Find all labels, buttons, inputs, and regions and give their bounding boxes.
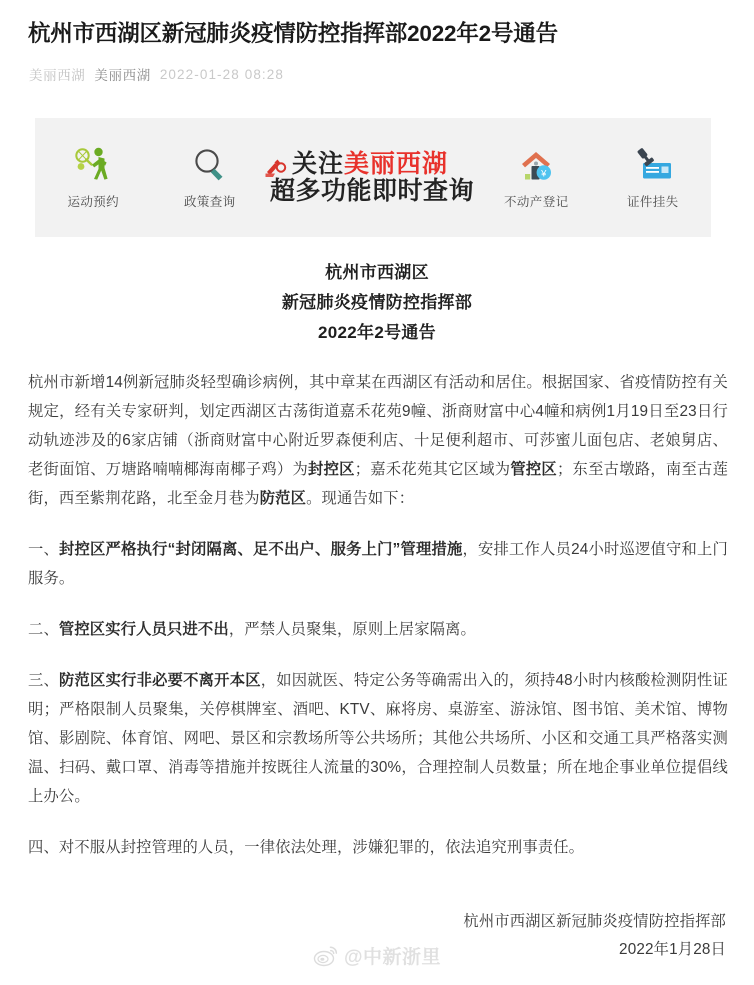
watermark-handle: @中新浙里 (343, 947, 442, 968)
weibo-logo-icon (313, 945, 339, 967)
clause-1-text: ，安排工作人员24小时巡逻值守和上门服务。 (28, 541, 728, 587)
intro-bold-controlled-zone: 管控区 (510, 461, 557, 478)
signature-date: 2022年1月28日 (619, 941, 726, 958)
promo-item-label: 政策查询 (183, 195, 236, 209)
svg-text:¥: ¥ (541, 168, 547, 180)
watermark (313, 942, 441, 969)
byline (29, 64, 284, 84)
clause-item-2 (28, 615, 728, 644)
policy-search-icon (188, 145, 232, 185)
certificate-loss-report-icon (631, 145, 675, 185)
real-estate-registration-icon (514, 145, 558, 185)
clause-item-4 (28, 833, 728, 862)
promo-center-prefix: 关注 (292, 150, 345, 178)
promo-item-sports-booking[interactable] (35, 145, 152, 210)
promo-item-label: 运动预约 (67, 195, 120, 209)
promo-item-label: 证件挂失 (626, 195, 679, 209)
signature-organization: 杭州市西湖区新冠肺炎疫情防控指挥部 (463, 913, 726, 930)
clause-3-number: 三、 (28, 672, 60, 689)
promo-item-policy-search[interactable] (152, 145, 269, 210)
byline-account[interactable]: 美丽西湖 (94, 68, 151, 83)
promo-center-callout[interactable] (268, 151, 478, 204)
intro-text-4: 。现通告如下： (306, 490, 415, 507)
clause-2-number: 二、 (28, 621, 59, 638)
clause-3-emphasis: 防范区实行非必要不离开本区 (59, 672, 261, 689)
signature-block (463, 908, 726, 964)
promo-banner (35, 118, 711, 237)
clause-2-text: ，严禁人员聚集，原则上居家隔离。 (228, 621, 476, 638)
document-heading-line-3: 2022年2号通告 (318, 323, 436, 342)
document-heading-line-2: 新冠肺炎疫情防控指挥部 (281, 293, 473, 312)
promo-item-certificate-loss-report[interactable] (595, 145, 712, 210)
clause-item-3 (28, 666, 728, 811)
page-title: 杭州市西湖区新冠肺炎疫情防控指挥部2022年2号通告 (28, 21, 558, 46)
clause-item-1 (28, 535, 728, 593)
clause-2-emphasis: 管控区实行人员只进不出 (58, 621, 229, 638)
promo-item-label: 不动产登记 (504, 195, 569, 209)
sports-booking-icon (71, 145, 115, 185)
byline-source: 美丽西湖 (29, 68, 86, 83)
promo-item-real-estate-registration[interactable] (478, 145, 595, 210)
clause-4-number: 四、 (28, 839, 59, 856)
promo-center-highlight: 美丽西湖 (344, 150, 449, 178)
byline-timestamp: 2022-01-28 08:28 (159, 66, 285, 82)
promo-center-line1 (292, 151, 474, 178)
intro-text-2: ；嘉禾花苑其它区域为 (354, 461, 511, 478)
promo-center-line2: 超多功能即时查询 (270, 176, 475, 205)
document-heading (0, 258, 754, 348)
intro-text-1: 杭州市新增14例新冠肺炎轻型确诊病例，其中章某在西湖区有活动和居住。根据国家、省疫情防控有关规定，经有关专家研判，划定西湖区古荡街道嘉禾花苑9幢、浙商财富中心4幢和病例1月19日至23日行动轨迹涉及的6家店铺（浙商财富中心附近罗森便利店、十足便利超市、可莎蜜儿面包店、老娘舅店、老街面馆、万塘路喃喃椰海南椰子鸡）为 (28, 374, 728, 478)
intro-bold-prevention-zone: 防范区 (259, 490, 307, 507)
clause-4-text: 对不服从封控管理的人员，一律依法处理，涉嫌犯罪的，依法追究刑事责任。 (58, 839, 585, 856)
clause-3-text: ，如因就医、特定公务等确需出入的，须持48小时内核酸检测阴性证明；严格限制人员聚集，关停棋牌室、酒吧、KTV、麻将房、桌游室、游泳馆、图书馆、美术馆、博物馆、影剧院、体育馆、网吧、景区和宗教场所等公共场所；其他公共场所、小区和交通工具严格落实测温、扫码、戴口罩、消毒等措施并按既往人流量的30%，合理控制人员数量；所在地企事业单位提倡线上办公。 (28, 672, 728, 805)
document-heading-line-1: 杭州市西湖区 (325, 263, 429, 282)
document-body (28, 368, 728, 884)
intro-text-3: ；东至古墩路，南至古莲街，西至紫荆花路，北至金月巷为 (28, 461, 729, 507)
clause-1-number: 一、 (28, 541, 60, 558)
intro-paragraph (28, 368, 728, 513)
intro-bold-sealed-zone: 封控区 (308, 461, 355, 478)
clause-1-emphasis: 封控区严格执行“封闭隔离、足不出户、服务上门”管理措施 (59, 541, 463, 558)
